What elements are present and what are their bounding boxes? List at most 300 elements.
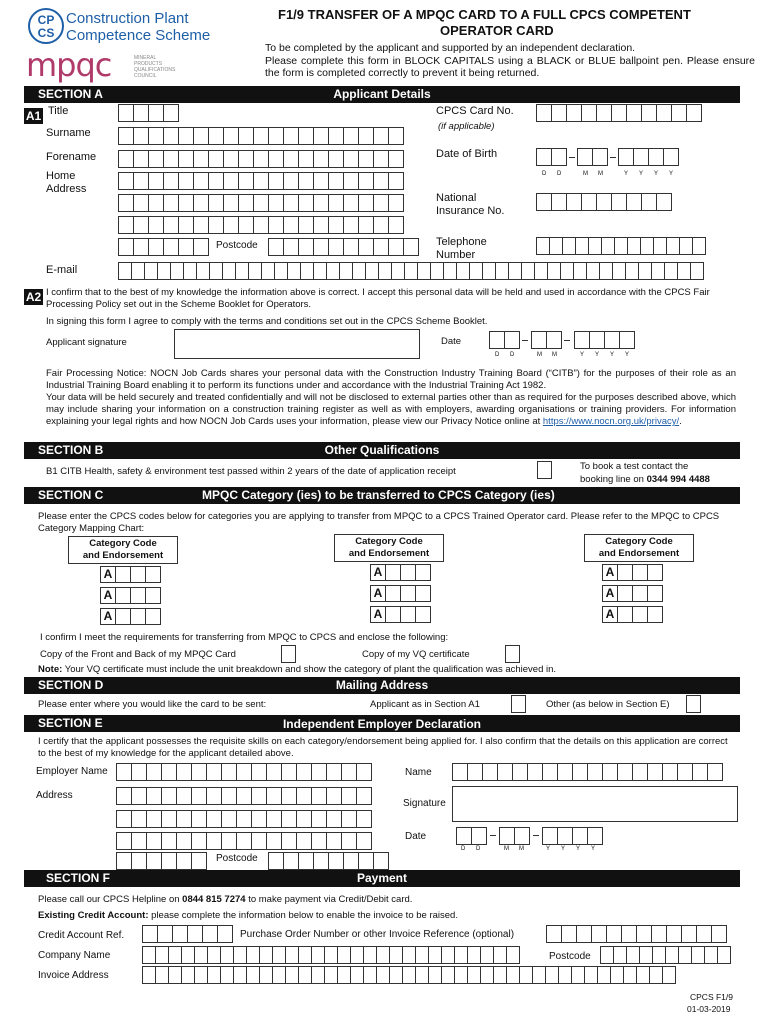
char-box[interactable] [365, 262, 379, 280]
char-box[interactable] [506, 966, 520, 984]
char-box[interactable] [597, 966, 611, 984]
char-box[interactable] [163, 216, 179, 234]
char-box[interactable] [178, 150, 194, 168]
char-box[interactable] [328, 194, 344, 212]
char-box[interactable] [647, 585, 663, 602]
employer-date-month[interactable] [499, 827, 529, 845]
char-box[interactable] [557, 763, 573, 781]
applicant-date-year[interactable] [574, 331, 634, 349]
char-box[interactable] [324, 966, 338, 984]
char-box[interactable] [621, 925, 637, 943]
char-box[interactable] [313, 262, 327, 280]
char-box[interactable] [221, 832, 237, 850]
char-box[interactable] [176, 787, 192, 805]
char-box[interactable] [662, 966, 676, 984]
char-box[interactable] [542, 827, 558, 845]
char-box[interactable] [296, 787, 312, 805]
char-box[interactable] [268, 172, 284, 190]
char-box[interactable] [155, 966, 169, 984]
char-box[interactable] [238, 194, 254, 212]
char-box[interactable] [546, 925, 562, 943]
char-box[interactable] [178, 216, 194, 234]
char-box[interactable] [130, 608, 146, 625]
char-box[interactable] [221, 787, 237, 805]
title-field[interactable] [118, 104, 178, 122]
char-box[interactable] [283, 216, 299, 234]
char-box[interactable] [373, 216, 389, 234]
char-box[interactable] [613, 946, 627, 964]
char-box[interactable] [592, 148, 608, 166]
char-box[interactable] [454, 966, 468, 984]
char-box[interactable] [711, 925, 727, 943]
char-box[interactable] [430, 262, 444, 280]
char-box[interactable] [246, 946, 260, 964]
char-box[interactable] [268, 852, 284, 870]
char-box[interactable] [566, 104, 582, 122]
char-box[interactable] [313, 194, 329, 212]
char-box[interactable] [581, 104, 597, 122]
char-box[interactable] [341, 832, 357, 850]
char-box[interactable] [343, 150, 359, 168]
char-box[interactable] [653, 237, 667, 255]
char-box[interactable] [388, 150, 404, 168]
category-column-3[interactable] [602, 564, 662, 624]
char-box[interactable] [415, 966, 429, 984]
char-box[interactable] [647, 763, 663, 781]
char-box[interactable] [328, 216, 344, 234]
char-box[interactable] [417, 262, 431, 280]
char-box[interactable] [343, 216, 359, 234]
char-box[interactable] [452, 763, 468, 781]
char-box[interactable] [514, 827, 530, 845]
char-box[interactable] [220, 946, 234, 964]
char-box[interactable] [146, 852, 162, 870]
employer-address-2[interactable] [116, 810, 371, 828]
char-box[interactable] [625, 262, 639, 280]
char-box[interactable] [163, 172, 179, 190]
char-box[interactable] [296, 763, 312, 781]
char-box[interactable] [639, 946, 653, 964]
char-box[interactable] [251, 763, 267, 781]
char-box[interactable] [326, 262, 340, 280]
char-box[interactable] [236, 763, 252, 781]
char-box[interactable] [363, 946, 377, 964]
char-box[interactable] [172, 925, 188, 943]
char-box[interactable] [170, 262, 184, 280]
char-box[interactable] [209, 262, 223, 280]
char-box[interactable] [626, 193, 642, 211]
char-box[interactable] [373, 172, 389, 190]
char-box[interactable] [641, 104, 657, 122]
char-box[interactable] [251, 832, 267, 850]
privacy-link[interactable]: https://www.nocn.org.uk/privacy/ [542, 416, 680, 427]
char-box[interactable] [161, 763, 177, 781]
char-box[interactable] [326, 832, 342, 850]
char-box[interactable] [116, 832, 132, 850]
char-box[interactable] [649, 966, 663, 984]
char-box[interactable] [298, 194, 314, 212]
char-box[interactable] [677, 763, 693, 781]
char-box[interactable] [118, 104, 134, 122]
char-box[interactable] [456, 262, 470, 280]
char-box[interactable] [388, 238, 404, 256]
char-box[interactable] [328, 852, 344, 870]
employer-address-4[interactable] [116, 852, 206, 870]
dob-month[interactable] [577, 148, 607, 166]
char-box[interactable] [373, 150, 389, 168]
char-box[interactable] [402, 946, 416, 964]
char-box[interactable] [118, 172, 134, 190]
char-box[interactable] [647, 564, 663, 581]
char-box[interactable] [652, 946, 666, 964]
employer-date-day[interactable] [456, 827, 486, 845]
char-box[interactable] [148, 150, 164, 168]
char-box[interactable] [647, 606, 663, 623]
char-box[interactable] [266, 787, 282, 805]
ni-field[interactable] [536, 193, 671, 211]
invoice-postcode-field[interactable] [600, 946, 730, 964]
char-box[interactable] [191, 852, 207, 870]
copy-card-checkbox[interactable] [281, 645, 296, 663]
char-box[interactable] [208, 194, 224, 212]
char-box[interactable] [130, 587, 146, 604]
char-box[interactable] [298, 946, 312, 964]
char-box[interactable] [145, 608, 161, 625]
char-box[interactable] [696, 925, 712, 943]
char-box[interactable] [495, 262, 509, 280]
char-box[interactable] [549, 237, 563, 255]
char-box[interactable] [298, 238, 314, 256]
char-box[interactable] [619, 331, 635, 349]
char-box[interactable] [482, 262, 496, 280]
char-box[interactable] [163, 194, 179, 212]
char-box[interactable] [497, 763, 513, 781]
char-box[interactable] [521, 262, 535, 280]
char-box[interactable] [163, 238, 179, 256]
char-box[interactable] [443, 262, 457, 280]
char-box[interactable] [350, 946, 364, 964]
char-box[interactable] [168, 966, 182, 984]
char-box[interactable] [328, 150, 344, 168]
char-box[interactable] [146, 763, 162, 781]
char-box[interactable] [222, 262, 236, 280]
char-box[interactable] [561, 925, 577, 943]
char-box[interactable] [311, 946, 325, 964]
applicant-date-month[interactable] [531, 331, 561, 349]
char-box[interactable] [358, 150, 374, 168]
char-box[interactable] [596, 104, 612, 122]
char-box[interactable] [534, 262, 548, 280]
char-box[interactable] [223, 172, 239, 190]
char-box[interactable] [326, 763, 342, 781]
char-box[interactable] [281, 832, 297, 850]
char-box[interactable] [493, 966, 507, 984]
char-box[interactable] [560, 262, 574, 280]
char-box[interactable] [542, 763, 558, 781]
char-box[interactable] [206, 763, 222, 781]
postcode-field[interactable] [268, 238, 418, 256]
surname-field[interactable] [118, 127, 403, 145]
char-box[interactable] [233, 966, 247, 984]
char-box[interactable] [118, 216, 134, 234]
char-box[interactable] [261, 262, 275, 280]
applicant-date-day[interactable] [489, 331, 519, 349]
char-box[interactable] [531, 331, 547, 349]
char-box[interactable] [145, 566, 161, 583]
char-box[interactable] [148, 104, 164, 122]
telephone-field[interactable] [536, 237, 705, 255]
char-box[interactable] [547, 262, 561, 280]
char-box[interactable] [571, 966, 585, 984]
po-field[interactable] [546, 925, 726, 943]
char-box[interactable] [617, 606, 633, 623]
char-box[interactable] [388, 172, 404, 190]
char-box[interactable] [193, 216, 209, 234]
char-box[interactable] [281, 763, 297, 781]
char-box[interactable] [238, 216, 254, 234]
mailing-as-a1-checkbox[interactable] [511, 695, 526, 713]
char-box[interactable] [274, 262, 288, 280]
char-box[interactable] [339, 262, 353, 280]
employer-signature-field[interactable] [452, 786, 738, 822]
char-box[interactable] [572, 763, 588, 781]
char-box[interactable] [157, 262, 171, 280]
char-box[interactable] [576, 925, 592, 943]
char-box[interactable] [130, 566, 146, 583]
category-column-1[interactable] [100, 566, 160, 626]
employer-address-1[interactable] [116, 787, 371, 805]
char-box[interactable] [632, 585, 648, 602]
char-box[interactable] [118, 150, 134, 168]
char-box[interactable] [220, 966, 234, 984]
char-box[interactable] [480, 946, 494, 964]
char-box[interactable] [385, 564, 401, 581]
char-box[interactable] [131, 832, 147, 850]
char-box[interactable] [343, 238, 359, 256]
char-box[interactable] [266, 763, 282, 781]
char-box[interactable] [133, 238, 149, 256]
char-box[interactable] [604, 331, 620, 349]
char-box[interactable] [358, 127, 374, 145]
char-box[interactable] [285, 946, 299, 964]
char-box[interactable] [666, 925, 682, 943]
char-box[interactable] [131, 810, 147, 828]
char-box[interactable] [611, 104, 627, 122]
applicant-signature-field[interactable] [174, 329, 420, 359]
char-box[interactable] [536, 237, 550, 255]
address-line-4[interactable] [118, 238, 208, 256]
char-box[interactable] [402, 966, 416, 984]
char-box[interactable] [378, 262, 392, 280]
char-box[interactable] [118, 262, 132, 280]
char-box[interactable] [403, 238, 419, 256]
char-box[interactable] [296, 832, 312, 850]
char-box[interactable] [311, 787, 327, 805]
mailing-other-checkbox[interactable] [686, 695, 701, 713]
forename-field[interactable] [118, 150, 403, 168]
char-box[interactable] [376, 966, 390, 984]
char-box[interactable] [551, 148, 567, 166]
char-box[interactable] [168, 946, 182, 964]
char-box[interactable] [285, 966, 299, 984]
char-box[interactable] [251, 810, 267, 828]
char-box[interactable] [456, 827, 472, 845]
char-box[interactable] [268, 127, 284, 145]
char-box[interactable] [651, 262, 665, 280]
char-box[interactable] [337, 966, 351, 984]
char-box[interactable] [678, 946, 692, 964]
char-box[interactable] [415, 946, 429, 964]
char-box[interactable] [313, 852, 329, 870]
address-line-2[interactable] [118, 194, 403, 212]
char-box[interactable] [352, 262, 366, 280]
char-box[interactable] [617, 564, 633, 581]
char-box[interactable] [656, 104, 672, 122]
char-box[interactable] [527, 763, 543, 781]
char-box[interactable] [235, 262, 249, 280]
char-box[interactable] [118, 238, 134, 256]
char-box[interactable] [587, 827, 603, 845]
char-box[interactable] [415, 585, 431, 602]
char-box[interactable] [562, 237, 576, 255]
char-box[interactable] [146, 810, 162, 828]
char-box[interactable] [115, 566, 131, 583]
char-box[interactable] [388, 194, 404, 212]
char-box[interactable] [251, 787, 267, 805]
char-box[interactable] [551, 193, 567, 211]
char-box[interactable] [118, 194, 134, 212]
employer-postcode-field[interactable] [268, 852, 388, 870]
char-box[interactable] [343, 127, 359, 145]
char-box[interactable] [328, 238, 344, 256]
credit-ref-field[interactable] [142, 925, 232, 943]
char-box[interactable] [324, 946, 338, 964]
char-box[interactable] [627, 237, 641, 255]
char-box[interactable] [651, 925, 667, 943]
char-box[interactable] [131, 763, 147, 781]
char-box[interactable] [187, 925, 203, 943]
char-box[interactable] [163, 104, 179, 122]
char-box[interactable] [617, 763, 633, 781]
char-box[interactable] [298, 852, 314, 870]
char-box[interactable] [223, 216, 239, 234]
char-box[interactable] [691, 946, 705, 964]
char-box[interactable] [373, 127, 389, 145]
char-box[interactable] [389, 946, 403, 964]
char-box[interactable] [266, 832, 282, 850]
char-box[interactable] [638, 262, 652, 280]
char-box[interactable] [662, 763, 678, 781]
char-box[interactable] [591, 925, 607, 943]
employer-name-field[interactable] [116, 763, 371, 781]
char-box[interactable] [236, 787, 252, 805]
char-box[interactable] [298, 127, 314, 145]
char-box[interactable] [148, 172, 164, 190]
char-box[interactable] [400, 606, 416, 623]
char-box[interactable] [692, 237, 706, 255]
char-box[interactable] [648, 148, 664, 166]
char-box[interactable] [283, 238, 299, 256]
char-box[interactable] [632, 763, 648, 781]
char-box[interactable] [133, 172, 149, 190]
char-box[interactable] [207, 966, 221, 984]
char-box[interactable] [356, 787, 372, 805]
char-box[interactable] [356, 832, 372, 850]
char-box[interactable] [146, 787, 162, 805]
char-box[interactable] [589, 331, 605, 349]
char-box[interactable] [356, 763, 372, 781]
char-box[interactable] [313, 238, 329, 256]
char-box[interactable] [313, 216, 329, 234]
char-box[interactable] [666, 237, 680, 255]
char-box[interactable] [606, 925, 622, 943]
char-box[interactable] [115, 587, 131, 604]
char-box[interactable] [206, 810, 222, 828]
char-box[interactable] [176, 763, 192, 781]
char-box[interactable] [253, 216, 269, 234]
char-box[interactable] [115, 608, 131, 625]
char-box[interactable] [207, 946, 221, 964]
char-box[interactable] [194, 946, 208, 964]
char-box[interactable] [636, 925, 652, 943]
char-box[interactable] [717, 946, 731, 964]
char-box[interactable] [193, 194, 209, 212]
char-box[interactable] [467, 763, 483, 781]
char-box[interactable] [178, 172, 194, 190]
char-box[interactable] [328, 127, 344, 145]
char-box[interactable] [272, 966, 286, 984]
char-box[interactable] [626, 946, 640, 964]
char-box[interactable] [632, 606, 648, 623]
char-box[interactable] [467, 946, 481, 964]
char-box[interactable] [193, 238, 209, 256]
char-box[interactable] [133, 127, 149, 145]
char-box[interactable] [193, 150, 209, 168]
char-box[interactable] [385, 585, 401, 602]
char-box[interactable] [133, 194, 149, 212]
char-box[interactable] [356, 810, 372, 828]
char-box[interactable] [253, 127, 269, 145]
char-box[interactable] [311, 810, 327, 828]
char-box[interactable] [536, 148, 552, 166]
char-box[interactable] [415, 564, 431, 581]
char-box[interactable] [358, 216, 374, 234]
char-box[interactable] [148, 194, 164, 212]
char-box[interactable] [665, 946, 679, 964]
char-box[interactable] [428, 966, 442, 984]
char-box[interactable] [161, 810, 177, 828]
char-box[interactable] [400, 585, 416, 602]
char-box[interactable] [641, 193, 657, 211]
char-box[interactable] [233, 946, 247, 964]
dob-day[interactable] [536, 148, 566, 166]
char-box[interactable] [617, 585, 633, 602]
char-box[interactable] [441, 946, 455, 964]
char-box[interactable] [404, 262, 418, 280]
char-box[interactable] [358, 852, 374, 870]
char-box[interactable] [311, 832, 327, 850]
email-field[interactable] [118, 262, 703, 280]
char-box[interactable] [236, 832, 252, 850]
char-box[interactable] [259, 946, 273, 964]
char-box[interactable] [546, 331, 562, 349]
char-box[interactable] [482, 763, 498, 781]
char-box[interactable] [238, 127, 254, 145]
char-box[interactable] [181, 946, 195, 964]
char-box[interactable] [208, 216, 224, 234]
char-box[interactable] [454, 946, 468, 964]
char-box[interactable] [385, 606, 401, 623]
